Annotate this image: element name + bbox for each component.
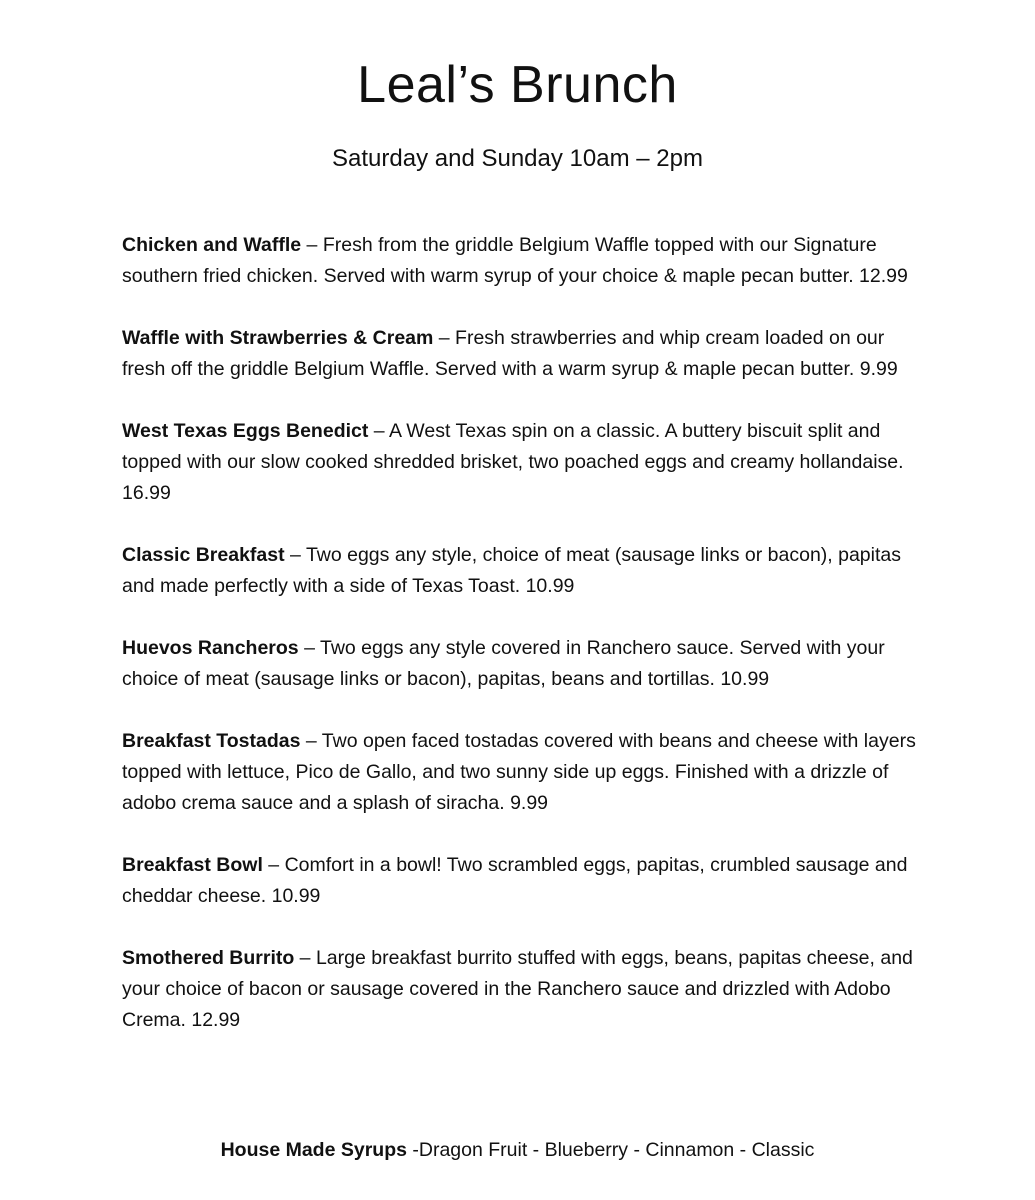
menu-item-description: – A West Texas spin on a classic. A buttery biscuit split and topped with our slow cooked shredded brisket, two poached eggs and creamy hollandaise. 16.99 — [122, 420, 904, 504]
menu-item-description: – Two open faced tostadas covered with beans and cheese with layers topped with lettuce, Pico de Gallo, and two sunny side up eggs. Finished with a drizzle of adobo crema sauce and a splash of siracha. 9.99 — [122, 730, 916, 814]
menu-item — [122, 540, 922, 602]
menu-item-name: West Texas Eggs Benedict — [122, 420, 369, 442]
menu-item-name: Waffle with Strawberries & Cream — [122, 327, 434, 349]
menu-hours: Saturday and Sunday 10am – 2pm — [332, 145, 703, 172]
menu-item-name: Classic Breakfast — [122, 544, 285, 566]
syrups-list: -Dragon Fruit - Blueberry - Cinnamon - Classic — [406, 1139, 815, 1161]
menu-item-description: – Two eggs any style, choice of meat (sausage links or bacon), papitas and made perfectly with a side of Texas Toast. 10.99 — [122, 544, 902, 597]
menu-item — [122, 850, 922, 912]
menu-item-description: – Fresh strawberries and whip cream loaded on our fresh off the griddle Belgium Waffle. Served with a warm syrup & maple pecan butter. 9.99 — [122, 327, 898, 380]
menu-item — [122, 323, 922, 385]
menu-item-list — [122, 230, 922, 1067]
menu-item — [122, 230, 922, 292]
menu-title: Leal’s Brunch — [357, 56, 678, 114]
menu-item-description: – Two eggs any style covered in Ranchero sauce. Served with your choice of meat (sausage links or bacon), papitas, beans and tortillas. 10.99 — [122, 637, 885, 690]
menu-item — [122, 726, 922, 819]
syrups-label: House Made Syrups — [220, 1139, 407, 1161]
menu-item-name: Breakfast Bowl — [122, 854, 263, 876]
menu-item-description: – Fresh from the griddle Belgium Waffle topped with our Signature southern fried chicken. Served with warm syrup of your choice & maple pecan butter. 12.99 — [122, 234, 908, 287]
menu-item-name: Huevos Rancheros — [122, 637, 299, 659]
menu-item-name: Smothered Burrito — [122, 947, 295, 969]
menu-item-name: Breakfast Tostadas — [122, 730, 301, 752]
menu-item — [122, 633, 922, 695]
menu-item-description: – Comfort in a bowl! Two scrambled eggs, papitas, crumbled sausage and cheddar cheese. 10.99 — [122, 854, 908, 907]
menu-item — [122, 943, 922, 1036]
menu-item-description: – Large breakfast burrito stuffed with eggs, beans, papitas cheese, and your choice of bacon or sausage covered in the Ranchero sauce and drizzled with Adobo Crema. 12.99 — [122, 947, 913, 1031]
menu-item-name: Chicken and Waffle — [122, 234, 302, 256]
syrups-footer — [0, 1135, 1035, 1166]
menu-item — [122, 416, 922, 509]
